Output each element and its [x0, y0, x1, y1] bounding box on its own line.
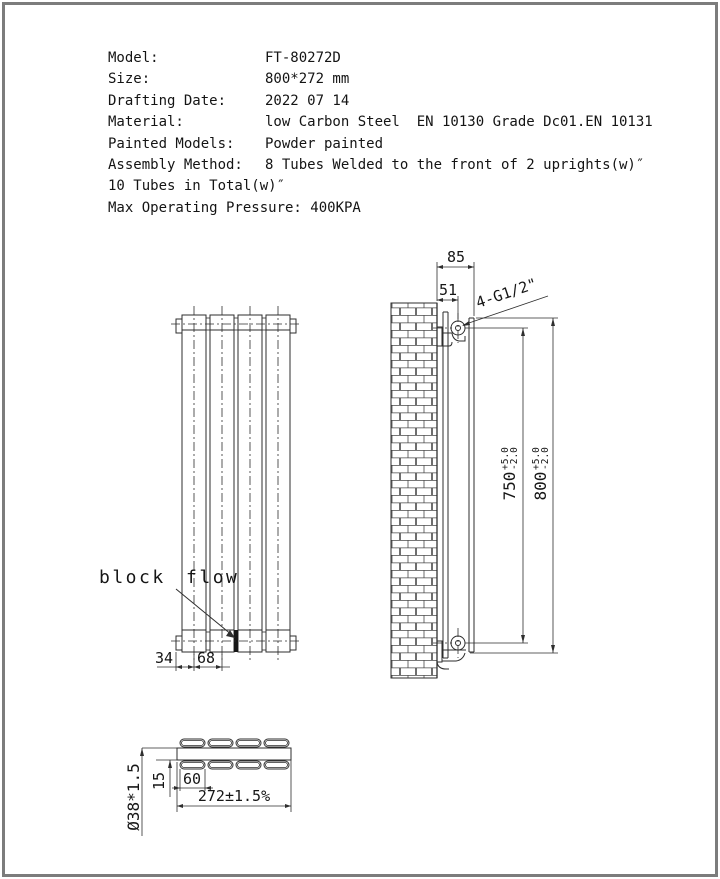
oval-tube-inner [182, 763, 204, 768]
tab [290, 319, 296, 333]
dim-750-plus-tol: +5.0 [500, 447, 511, 470]
arrow [521, 328, 525, 336]
bracket-curl [437, 662, 449, 669]
spec-label: Size: [108, 71, 151, 88]
spec-note: 10 Tubes in Total(w)″ [108, 178, 286, 195]
panel-profile [469, 318, 474, 652]
upright-lines [443, 312, 448, 658]
arrow [216, 665, 222, 669]
tab [176, 636, 182, 650]
spec-value: FT-80272D [265, 50, 341, 66]
spec-label: Assembly Method: [108, 156, 243, 173]
arrow [140, 748, 144, 756]
panel-centerline [194, 306, 278, 662]
spec-value: 8 Tubes Welded to the front of 2 uprights(w)″ [265, 156, 645, 173]
dim-15-label: 15 [150, 771, 168, 791]
arrow [437, 265, 443, 269]
dim-800-plus-tol: +5.0 [531, 447, 542, 470]
arrow [176, 665, 182, 669]
dim-51-label: 51 [438, 281, 458, 299]
arrow [521, 635, 525, 643]
arrow [468, 265, 474, 269]
arrow [188, 665, 194, 669]
spec-label: Model: [108, 50, 159, 66]
side-view [391, 248, 558, 678]
dim-85-label: 85 [446, 248, 466, 266]
spec-label: Painted Models: [108, 135, 235, 152]
gap-connectors [206, 318, 266, 650]
dim-750-minus-tol: -2.0 [509, 447, 520, 470]
tube-row-front [180, 761, 289, 769]
oval-tube-inner [182, 741, 204, 746]
oval-tube-inner [238, 741, 260, 746]
front-panels [182, 315, 290, 652]
dim-800-value: 800 [531, 471, 550, 501]
dim-60-label: 60 [182, 770, 202, 788]
oval-tube-inner [210, 763, 232, 768]
oval-tube-inner [266, 763, 288, 768]
tab [176, 319, 182, 333]
spec-value: 2022 07 14 [265, 92, 350, 109]
tube-row-back [180, 739, 289, 747]
front-view [99, 306, 301, 671]
oval-tube-inner [210, 741, 232, 746]
dim-750-value: 750 [500, 471, 519, 501]
panel-lines [469, 318, 474, 652]
arrow [177, 804, 183, 808]
tab [290, 636, 296, 650]
dimension-tube-spec [124, 748, 177, 836]
spec-value: 800*272 mm [265, 71, 350, 88]
dim-800-minus-tol: -2.0 [540, 447, 551, 470]
spec-value: low Carbon Steel EN 10130 Grade Dc01.EN 10131 [265, 114, 653, 131]
wall-plate [437, 327, 442, 346]
oval-tube-inner [266, 741, 288, 746]
centerlines [171, 306, 301, 662]
arrow [551, 645, 555, 653]
block-flow-label: block flow [99, 567, 240, 588]
wall-plate [437, 641, 442, 662]
top-connection [433, 313, 465, 343]
dim-15-label-group [150, 769, 168, 793]
arrow [551, 318, 555, 326]
bracket-arm [442, 650, 466, 661]
spec-note: Max Operating Pressure: 400KPA [108, 199, 361, 216]
dim-272-label: 272±1.5% [197, 787, 271, 805]
dimension-15 [150, 760, 177, 797]
dim-68-label: 68 [196, 649, 216, 667]
spec-label: Drafting Date: [108, 92, 227, 109]
tube-spec-label: Ø38*1.5 [124, 763, 143, 831]
dim-800-label [531, 447, 551, 501]
leader-line [176, 589, 232, 635]
oval-tube-inner [238, 763, 260, 768]
header-centerline [171, 324, 301, 641]
connection-label: 4-G1/2" [473, 274, 540, 312]
arrow [168, 760, 172, 768]
spec-value: Powder painted [265, 135, 384, 152]
block-flow-callout [99, 567, 239, 638]
upright-profile [443, 312, 448, 658]
upright-bar [177, 748, 291, 760]
bottom-connection [433, 628, 465, 658]
tube-spec-label-group [124, 761, 143, 833]
section-view [124, 739, 291, 836]
arrow [285, 804, 291, 808]
dim-34-label: 34 [154, 649, 174, 667]
spec-label: Material: [108, 114, 184, 131]
brick-wall [391, 303, 437, 678]
dim-750-label [500, 447, 520, 501]
